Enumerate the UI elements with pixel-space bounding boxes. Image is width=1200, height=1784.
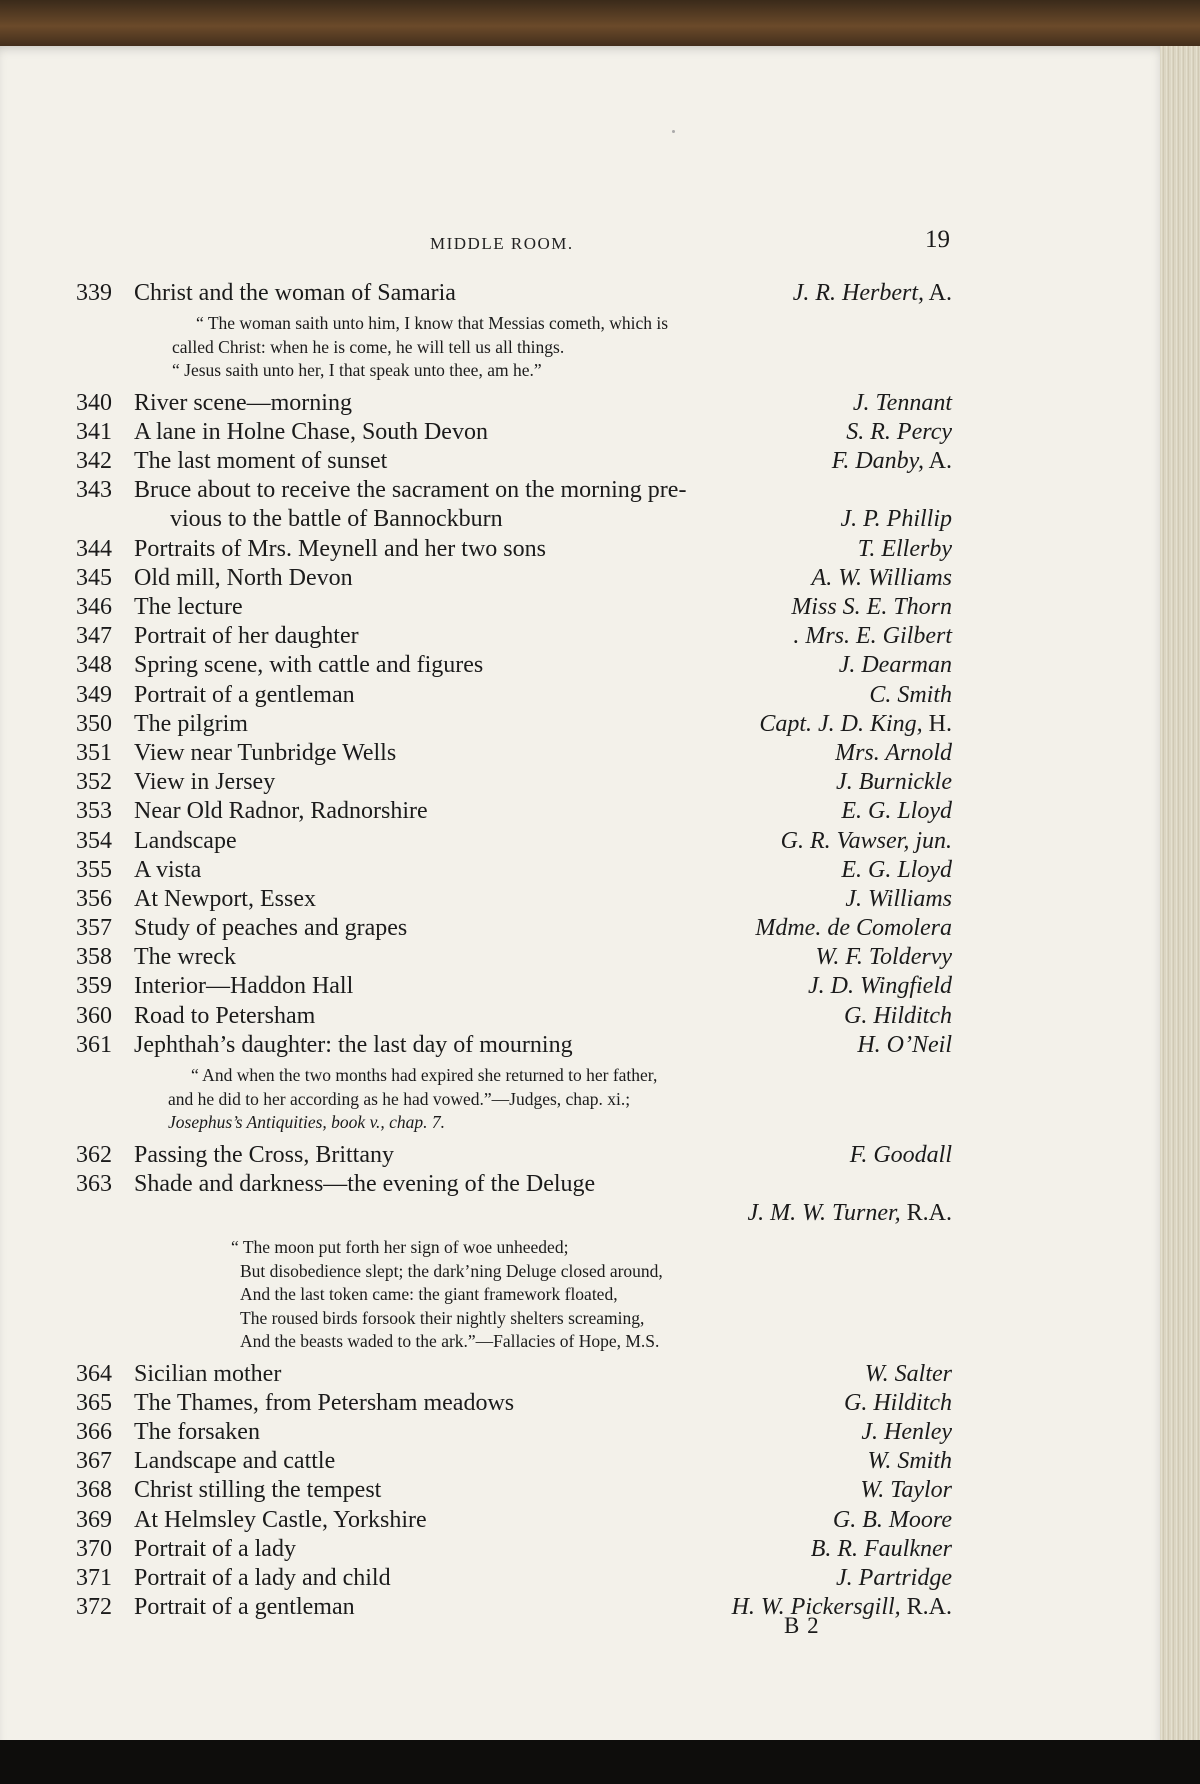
artist-name: F. Danby, — [831, 448, 924, 475]
entry-title: The forsaken — [134, 1418, 260, 1445]
entry-artist — [816, 943, 952, 972]
page-edges — [1160, 46, 1200, 1756]
catalogue-entry — [76, 1031, 952, 1060]
entry-title: Old mill, North Devon — [134, 564, 353, 591]
entry-artist — [841, 797, 952, 826]
entry-number: 348 — [76, 652, 112, 679]
page-header — [0, 224, 1170, 264]
poem-line: The roused birds forsook their nightly shelters screaming, — [240, 1307, 645, 1328]
artist-name: E. G. Lloyd — [841, 856, 952, 883]
entry-artist: J. P. Phillip — [840, 506, 952, 533]
artist-name: J. Tennant — [852, 389, 952, 416]
catalogue-entry — [76, 564, 952, 593]
artist-name: Mdme. de Comolera — [755, 915, 952, 942]
entry-title: Road to Petersham — [134, 1002, 316, 1029]
catalogue-entry — [76, 389, 952, 418]
entry-artist — [860, 1476, 952, 1505]
catalogue-entry — [76, 279, 952, 308]
entry-group — [76, 1360, 952, 1623]
background-bottom — [0, 1740, 1200, 1784]
entry-title: The Thames, from Petersham meadows — [134, 1389, 515, 1416]
catalogue-list — [76, 279, 952, 1622]
catalogue-entry — [76, 1535, 952, 1564]
entry-title: Christ and the woman of Samaria — [134, 280, 456, 306]
entry-title: The wreck — [134, 944, 236, 971]
page-number: 19 — [925, 226, 950, 253]
entry-title: View near Tunbridge Wells — [134, 739, 397, 766]
entry-number: 366 — [76, 1418, 112, 1445]
entry-number: 365 — [76, 1389, 112, 1416]
quote-361 — [76, 1060, 952, 1141]
poem-line: But disobedience slept; the dark’ning Deluge closed around, — [240, 1260, 663, 1281]
artist-name: C. Smith — [869, 681, 952, 708]
entry-title: The pilgrim — [134, 710, 248, 737]
poem-line: “ The moon put forth her sign of woe unheeded; — [231, 1237, 569, 1258]
artist-name: W. Smith — [867, 1448, 952, 1475]
entry-artist — [858, 535, 952, 564]
artist-name: Mrs. Arnold — [835, 739, 952, 766]
entry-artist: F. Goodall — [849, 1141, 952, 1168]
entry-number: 359 — [76, 973, 112, 1000]
quote-339 — [76, 308, 952, 389]
entry-artist — [833, 1506, 952, 1535]
artist-name: Miss S. E. Thorn — [791, 594, 952, 620]
entry-artist — [844, 1389, 952, 1418]
entry-number: 353 — [76, 798, 112, 825]
catalogue-entry — [76, 1506, 952, 1535]
entry-artist — [759, 710, 952, 739]
entry-artist — [865, 1360, 952, 1389]
catalogue-entry — [76, 827, 952, 856]
entry-number: 345 — [76, 564, 112, 591]
catalogue-entry — [76, 535, 952, 564]
quote-line: Josephus’s Antiquities, book v., chap. 7. — [168, 1112, 446, 1132]
entry-number: 356 — [76, 885, 112, 912]
artist-name: W. Taylor — [860, 1477, 952, 1504]
page-mark — [672, 130, 675, 133]
entry-artist — [853, 389, 952, 418]
artist-suffix: H. — [922, 710, 952, 737]
entry-title: Portrait of a lady — [134, 1535, 296, 1562]
artist-name: S. R. Percy — [846, 418, 952, 445]
entry-title: Passing the Cross, Brittany — [134, 1141, 395, 1168]
artist-name: A. W. Williams — [811, 564, 952, 591]
poem-line: And the beasts waded to the ark.”—Fallacies of Hope, M.S. — [240, 1331, 660, 1352]
entry-title: Portrait of her daughter — [134, 623, 359, 650]
entry-artist — [791, 593, 952, 622]
entry-number: 347 — [76, 623, 112, 650]
catalogue-entry — [76, 943, 952, 972]
entry-number: 369 — [76, 1506, 112, 1533]
quote-line: “ And when the two months had expired she returned to her father, — [191, 1065, 658, 1085]
entry-title: Bruce about to receive the sacrament on the morning pre- — [134, 477, 687, 504]
entry-group — [76, 535, 952, 1060]
entry-artist — [832, 447, 952, 476]
entry-title: Portrait of a gentleman — [134, 681, 355, 708]
entry-title: Study of peaches and grapes — [134, 915, 408, 942]
entry-number: 352 — [76, 769, 112, 796]
entry-title: Near Old Radnor, Radnorshire — [134, 798, 428, 825]
artist-name: W. Salter — [864, 1360, 952, 1387]
catalogue-entry — [76, 1593, 952, 1622]
artist-suffix: A. — [923, 448, 952, 475]
artist-name: J. M. W. Turner, — [747, 1199, 901, 1226]
entry-number: 340 — [76, 389, 112, 416]
catalogue-entry — [76, 739, 952, 768]
catalogue-entry — [76, 476, 952, 505]
entry-artist — [836, 768, 952, 797]
entry-title: Sicilian mother — [134, 1360, 282, 1387]
catalogue-entry — [76, 710, 952, 739]
entry-title: Interior—Haddon Hall — [134, 973, 354, 1000]
artist-name: B. R. Faulkner — [810, 1535, 952, 1562]
artist-name: G. B. Moore — [832, 1506, 952, 1533]
entry-artist — [844, 1002, 952, 1031]
entry-artist — [812, 564, 952, 593]
catalogue-entry — [76, 418, 952, 447]
entry-number: 342 — [76, 448, 112, 475]
artist-name: G. Hilditch — [844, 1002, 952, 1029]
entry-artist — [781, 827, 952, 856]
entry-artist — [755, 914, 952, 943]
artist-name: J. Partridge — [836, 1564, 952, 1591]
entry-number: 358 — [76, 944, 112, 971]
entry-title: Christ stilling the tempest — [134, 1477, 382, 1504]
entry-title: Jephthah’s daughter: the last day of mourning — [134, 1031, 573, 1058]
catalogue-entry — [76, 1476, 952, 1505]
entry-artist — [793, 622, 952, 651]
entry-number: 354 — [76, 827, 112, 854]
catalogue-entry — [76, 914, 952, 943]
artist-name: J. Dearman — [838, 652, 952, 679]
entry-title: River scene—morning — [134, 389, 352, 416]
catalogue-entry — [76, 1418, 952, 1447]
entry-number: 341 — [76, 418, 112, 445]
poem-363 — [76, 1228, 952, 1360]
catalogue-entry — [76, 1141, 952, 1170]
catalogue-entry — [76, 681, 952, 710]
entry-artist — [841, 856, 952, 885]
catalogue-entry — [76, 972, 952, 1001]
artist-suffix: R.A. — [900, 1199, 952, 1226]
entry-number: 346 — [76, 594, 112, 620]
entry-number: 367 — [76, 1448, 112, 1475]
entry-title: At Newport, Essex — [134, 885, 316, 912]
artist-name: G. Hilditch — [844, 1389, 952, 1416]
catalogue-entry — [76, 1002, 952, 1031]
catalogue-entry — [76, 447, 952, 476]
entry-number: 362 — [76, 1141, 112, 1168]
entry-title: Portraits of Mrs. Meynell and her two sons — [134, 535, 546, 562]
artist-name: W. F. Toldervy — [815, 944, 952, 971]
entry-artist — [845, 885, 952, 914]
poem-line: And the last token came: the giant framework floated, — [240, 1284, 618, 1305]
catalogue-entry — [76, 651, 952, 680]
entry-number: 355 — [76, 856, 112, 883]
artist-name: J. Williams — [845, 885, 952, 912]
entry-artist — [808, 972, 952, 1001]
entry-artist — [846, 418, 952, 447]
artist-name: J. D. Wingfield — [808, 973, 952, 1000]
artist-suffix: R.A. — [900, 1594, 952, 1621]
artist-name: H. O’Neil — [857, 1031, 952, 1058]
entry-number: 357 — [76, 915, 112, 942]
entry-number: 344 — [76, 535, 112, 562]
artist-name: Capt. J. D. King, — [759, 710, 923, 737]
catalogue-entry-continuation — [76, 505, 952, 534]
catalogue-entry — [76, 1389, 952, 1418]
entry-artist — [835, 739, 952, 768]
entry-title: View in Jersey — [134, 769, 276, 796]
entry-title: Portrait of a lady and child — [134, 1564, 391, 1591]
catalogue-entry — [76, 622, 952, 651]
entry-title: A lane in Holne Chase, South Devon — [134, 418, 488, 445]
entry-number: 361 — [76, 1031, 112, 1058]
entry-title: Portrait of a gentleman — [134, 1594, 355, 1621]
entry-number: 371 — [76, 1564, 112, 1591]
catalogue-entry — [76, 885, 952, 914]
entry-title: Landscape and cattle — [134, 1448, 336, 1475]
artist-name: J. Burnickle — [836, 769, 952, 796]
entry-artist — [748, 1199, 952, 1228]
artist-name: J. R. Herbert, — [792, 280, 924, 306]
catalogue-entry — [76, 856, 952, 885]
catalogue-entry — [76, 1360, 952, 1389]
entry-artist — [811, 1535, 952, 1564]
entry-title: A vista — [134, 856, 202, 883]
artist-name: J. Henley — [861, 1418, 952, 1445]
quote-line: “ The woman saith unto him, I know that Messias cometh, which is — [196, 313, 669, 334]
entry-number: 360 — [76, 1002, 112, 1029]
catalogue-entry-artist-line — [76, 1199, 952, 1228]
entry-title: Landscape — [134, 827, 237, 854]
page — [0, 46, 1170, 1756]
artist-name: H. W. Pickersgill, — [731, 1594, 901, 1621]
catalogue-entry — [76, 1564, 952, 1593]
entry-number: 364 — [76, 1360, 112, 1387]
catalogue-entry — [76, 797, 952, 826]
entry-number: 343 — [76, 477, 112, 504]
artist-name: T. Ellerby — [857, 535, 952, 562]
entry-title-continuation: vious to the battle of Bannockburn — [170, 506, 503, 533]
entry-artist — [868, 1447, 952, 1476]
artist-suffix: A. — [923, 280, 952, 306]
running-title: MIDDLE ROOM. — [430, 234, 574, 253]
quote-line: and he did to her according as he had vowed.”—Judges, chap. xi.; — [168, 1088, 631, 1109]
entry-number: 363 — [76, 1170, 112, 1197]
entry-artist — [857, 1031, 952, 1060]
entry-artist — [793, 279, 952, 308]
artist-name: G. R. Vawser, jun. — [780, 827, 952, 854]
entry-title: The lecture — [134, 594, 243, 620]
entry-number: 350 — [76, 710, 112, 737]
catalogue-entry — [76, 593, 952, 622]
entry-title: Spring scene, with cattle and figures — [134, 652, 484, 679]
quote-line: “ Jesus saith unto her, I that speak unto thee, am he.” — [172, 360, 542, 381]
entry-number: 351 — [76, 739, 112, 766]
entry-artist — [869, 681, 952, 710]
entry-number: 349 — [76, 681, 112, 708]
quote-line: called Christ: when he is come, he will tell us all things. — [172, 336, 565, 357]
artist-name: E. G. Lloyd — [841, 798, 952, 825]
entry-group — [76, 279, 952, 308]
catalogue-entry — [76, 768, 952, 797]
signature-mark: B 2 — [784, 1613, 820, 1638]
entry-artist — [861, 1418, 952, 1447]
entry-number: 370 — [76, 1535, 112, 1562]
entry-title: Shade and darkness—the evening of the Deluge — [134, 1170, 596, 1197]
entry-title: The last moment of sunset — [134, 448, 388, 475]
entry-title: At Helmsley Castle, Yorkshire — [134, 1506, 427, 1533]
catalogue-entry — [76, 1447, 952, 1476]
entry-number: 372 — [76, 1594, 112, 1621]
entry-number: 339 — [76, 280, 112, 306]
entry-artist — [839, 651, 952, 680]
entry-artist — [836, 1564, 952, 1593]
artist-name: . Mrs. E. Gilbert — [793, 623, 952, 650]
catalogue-entry — [76, 1170, 952, 1199]
entry-number: 368 — [76, 1477, 112, 1504]
entry-artist — [732, 1593, 952, 1622]
entry-group — [76, 389, 952, 477]
